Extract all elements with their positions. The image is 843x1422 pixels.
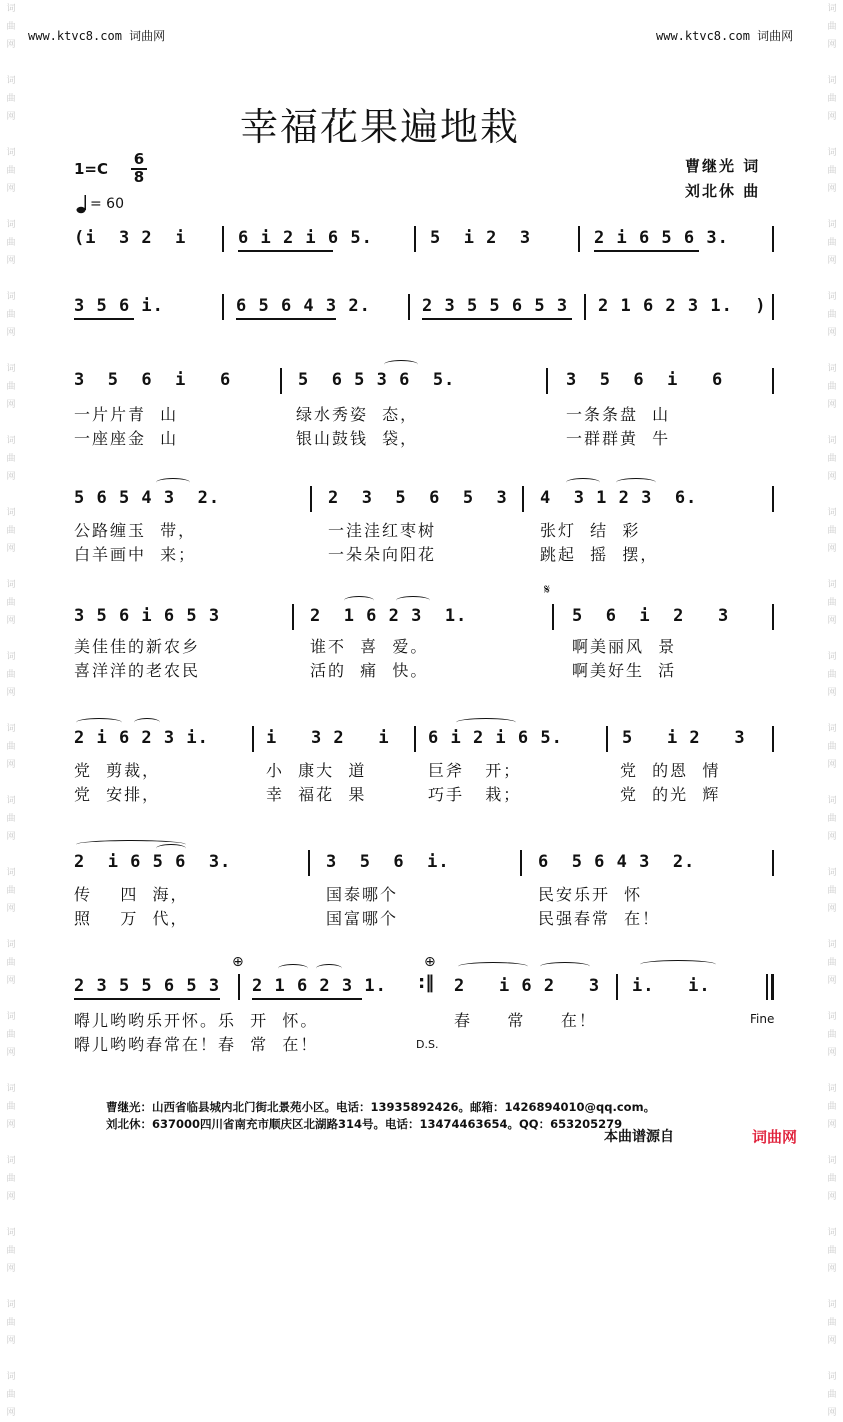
notes-row2-bar3: 2 3 5 5 6 5 3 bbox=[422, 296, 569, 316]
notes-row7-bar2: 3 5 6 i. bbox=[326, 852, 450, 872]
lyric-row3-v1-b: 绿水秀姿 态， bbox=[296, 405, 419, 424]
lyric-row6-v2-d: 党 的光 辉 bbox=[620, 785, 721, 804]
notes-row8-bar1: 2 3 5 5 6 5 3 bbox=[74, 976, 221, 996]
notes-row3-bar2: 5 6 5 3 6 5. bbox=[298, 370, 456, 390]
barline bbox=[222, 294, 224, 320]
lyric-row8-v2-a: 嘚儿哟哟春常在！春 常 在！ bbox=[74, 1035, 319, 1054]
beam bbox=[594, 250, 699, 252]
notes-row5-bar1: 3 5 6 i 6 5 3 bbox=[74, 606, 221, 626]
lyric-row4-v1-b: 一洼洼红枣树 bbox=[328, 521, 437, 540]
barline bbox=[552, 604, 554, 630]
barline bbox=[520, 850, 522, 876]
source-label: 本曲谱源自 bbox=[604, 1129, 674, 1145]
barline bbox=[310, 486, 312, 512]
notes-row8-bar4: i. i. bbox=[632, 976, 711, 996]
lyric-row5-v1-a: 美佳佳的新农乡 bbox=[74, 637, 201, 656]
slur bbox=[456, 718, 516, 727]
notes-row1-bar1: (i 3 2 i bbox=[74, 228, 187, 248]
notes-row4-bar1: 5 6 5 4 3 2. bbox=[74, 488, 221, 508]
notes-row4-bar3: 4 3 1 2 3 6. bbox=[540, 488, 698, 508]
segno-icon: 𝄋 bbox=[544, 582, 551, 598]
lyric-row7-v2-a: 照 万 代， bbox=[74, 909, 189, 928]
coda-icon: ⊕ bbox=[232, 954, 244, 970]
slur bbox=[156, 478, 190, 487]
watermark-right: 词 曲 网 词 曲 网 词 曲 网 词 曲 网 词 曲 网 词 曲 网 词 曲 网 词 曲 网 词 曲 网 词 曲 网 词 曲 网 词 曲 网 词 曲 网 词 曲 网 词 曲 网 词 曲 网 词 曲 网 词 曲 网 词 曲 网 词 曲 网 bbox=[827, 4, 837, 1418]
barline bbox=[606, 726, 608, 752]
slur bbox=[458, 962, 528, 971]
slur bbox=[396, 596, 430, 605]
lyric-row4-v2-c: 跳起 摇 摆， bbox=[540, 545, 659, 564]
notes-row2-bar2: 6 5 6 4 3 2. bbox=[236, 296, 371, 316]
lyric-row7-v2-c: 民强春常 在！ bbox=[538, 909, 661, 928]
barline bbox=[414, 226, 416, 252]
lyric-row3-v1-c: 一条条盘 山 bbox=[566, 405, 671, 424]
slur bbox=[384, 360, 418, 369]
beam bbox=[74, 998, 220, 1000]
final-barline-thick bbox=[771, 974, 774, 1000]
barline bbox=[578, 226, 580, 252]
lyric-row3-v1-a: 一片片青 山 bbox=[74, 405, 179, 424]
barline bbox=[414, 726, 416, 752]
barline bbox=[408, 294, 410, 320]
fine-marking: Fine bbox=[750, 1012, 775, 1026]
composer-credit: 刘北休 曲 bbox=[685, 182, 761, 200]
barline bbox=[238, 974, 240, 1000]
barline bbox=[308, 850, 310, 876]
lyric-row7-v1-b: 国泰哪个 bbox=[326, 885, 399, 904]
barline bbox=[292, 604, 294, 630]
slur bbox=[616, 478, 656, 487]
lyric-row7-v1-c: 民安乐开 怀 bbox=[538, 885, 643, 904]
notes-row5-bar3: 5 6 i 2 3 bbox=[572, 606, 730, 626]
barline bbox=[772, 850, 774, 876]
notes-row2-bar1: 3 5 6 i. bbox=[74, 296, 164, 316]
beam bbox=[252, 998, 362, 1000]
lyricist-credit: 曹继光 词 bbox=[685, 157, 761, 175]
tempo-marking: = 60 bbox=[90, 196, 124, 212]
slur bbox=[566, 478, 600, 487]
barline bbox=[772, 486, 774, 512]
notes-row3-bar1: 3 5 6 i 6 bbox=[74, 370, 232, 390]
time-signature-bottom: 8 bbox=[133, 168, 145, 186]
lyric-row6-v1-c: 巨斧 开； bbox=[428, 761, 522, 780]
notes-row6-bar2: i 3 2 i bbox=[266, 728, 390, 748]
lyric-row4-v1-c: 张灯 结 彩 bbox=[540, 521, 641, 540]
barline bbox=[772, 726, 774, 752]
lyric-row7-v2-b: 国富哪个 bbox=[326, 909, 399, 928]
repeat-sign: :‖ bbox=[418, 972, 435, 993]
lyric-row3-v2-b: 银山鼓钱 袋， bbox=[296, 429, 419, 448]
barline bbox=[252, 726, 254, 752]
barline bbox=[222, 226, 224, 252]
notes-row8-bar3: 2 i 6 2 3 bbox=[454, 976, 601, 996]
barline bbox=[616, 974, 618, 1000]
barline bbox=[772, 226, 774, 252]
lyric-row7-v1-a: 传 四 海， bbox=[74, 885, 189, 904]
brand-logo-text[interactable]: 词曲网 bbox=[752, 1128, 798, 1146]
lyric-row4-v2-b: 一朵朵向阳花 bbox=[328, 545, 437, 564]
beam bbox=[422, 318, 572, 320]
beam bbox=[74, 318, 134, 320]
lyric-row5-v2-b: 活的 痛 快。 bbox=[310, 661, 429, 680]
final-barline bbox=[766, 974, 768, 1000]
notes-row6-bar3: 6 i 2 i 6 5. bbox=[428, 728, 563, 748]
notes-row1-bar4: 2 i 6 5 6 3. bbox=[594, 228, 729, 248]
slur bbox=[278, 964, 308, 973]
lyric-row4-v2-a: 白羊画中 来； bbox=[74, 545, 197, 564]
lyric-row6-v1-a: 党 剪裁， bbox=[74, 761, 161, 780]
barline bbox=[546, 368, 548, 394]
notes-row3-bar3: 3 5 6 i 6 bbox=[566, 370, 724, 390]
beam bbox=[238, 250, 333, 252]
lyric-row5-v1-b: 谁不 喜 爱。 bbox=[310, 637, 429, 656]
notes-row6-bar4: 5 i 2 3 bbox=[622, 728, 746, 748]
lyric-row4-v1-a: 公路缠玉 带， bbox=[74, 521, 197, 540]
beam bbox=[236, 318, 336, 320]
notes-row4-bar2: 2 3 5 6 5 3 bbox=[328, 488, 508, 508]
notes-row5-bar2: 2 1 6 2 3 1. bbox=[310, 606, 468, 626]
lyric-row3-v2-a: 一座座金 山 bbox=[74, 429, 179, 448]
notes-row1-bar2: 6 i 2 i 6 5. bbox=[238, 228, 373, 248]
barline bbox=[280, 368, 282, 394]
notes-row6-bar1: 2 i 6 2 3 i. bbox=[74, 728, 209, 748]
barline bbox=[772, 368, 774, 394]
lyric-row6-v2-a: 党 安排， bbox=[74, 785, 161, 804]
slur bbox=[540, 962, 590, 971]
site-url-left[interactable]: www.ktvc8.com 词曲网 bbox=[28, 29, 166, 43]
quarter-note-icon bbox=[76, 194, 88, 218]
lyric-row5-v2-c: 啊美好生 活 bbox=[572, 661, 677, 680]
time-signature-top: 6 bbox=[133, 150, 145, 168]
lyric-row6-v2-c: 巧手 栽； bbox=[428, 785, 522, 804]
lyric-row6-v2-b: 幸 福花 果 bbox=[266, 785, 367, 804]
key-signature: 1=C bbox=[74, 160, 109, 178]
slur bbox=[640, 960, 716, 969]
song-title: 幸福花果遍地栽 bbox=[240, 105, 521, 149]
lyric-row3-v2-c: 一群群黄 牛 bbox=[566, 429, 671, 448]
slur bbox=[134, 718, 160, 727]
lyric-row5-v2-a: 喜洋洋的老农民 bbox=[74, 661, 201, 680]
lyric-row5-v1-c: 啊美丽风 景 bbox=[572, 637, 677, 656]
notes-row2-bar4: 2 1 6 2 3 1. ) bbox=[598, 296, 767, 316]
ds-marking: D.S. bbox=[416, 1038, 439, 1051]
notes-row1-bar3: 5 i 2 3 bbox=[430, 228, 532, 248]
footer-contact-composer: 刘北休：637000四川省南充市顺庆区北湖路314号。电话：13474463654。QQ：653205279 bbox=[106, 1117, 623, 1131]
site-url-right[interactable]: www.ktvc8.com 词曲网 bbox=[656, 29, 794, 43]
lyric-row8-v1-b: 春 常 在！ bbox=[454, 1011, 597, 1030]
barline bbox=[772, 294, 774, 320]
coda-icon-2: ⊕ bbox=[424, 954, 436, 970]
watermark-left: 词 曲 网 词 曲 网 词 曲 网 词 曲 网 词 曲 网 词 曲 网 词 曲 网 词 曲 网 词 曲 网 词 曲 网 词 曲 网 词 曲 网 词 曲 网 词 曲 网 词 曲 网 词 曲 网 词 曲 网 词 曲 网 词 曲 网 词 曲 网 bbox=[6, 4, 16, 1418]
slur bbox=[344, 596, 374, 605]
lyric-row6-v1-d: 党 的恩 情 bbox=[620, 761, 721, 780]
lyric-row6-v1-b: 小 康大 道 bbox=[266, 761, 367, 780]
barline bbox=[772, 604, 774, 630]
slur bbox=[156, 844, 186, 853]
lyric-row8-v1-a: 嘚儿哟哟乐开怀。乐 开 怀。 bbox=[74, 1011, 319, 1030]
slur bbox=[316, 964, 342, 973]
barline bbox=[522, 486, 524, 512]
notes-row7-bar3: 6 5 6 4 3 2. bbox=[538, 852, 696, 872]
slur bbox=[76, 718, 122, 727]
footer-contact-lyricist: 曹继光：山西省临县城内北门街北景苑小区。电话：13935892426。邮箱：1426894010@qq.com。 bbox=[106, 1100, 656, 1114]
notes-row8-bar2: 2 1 6 2 3 1. bbox=[252, 976, 387, 996]
barline bbox=[584, 294, 586, 320]
notes-row7-bar1: 2 i 6 5 6 3. bbox=[74, 852, 232, 872]
